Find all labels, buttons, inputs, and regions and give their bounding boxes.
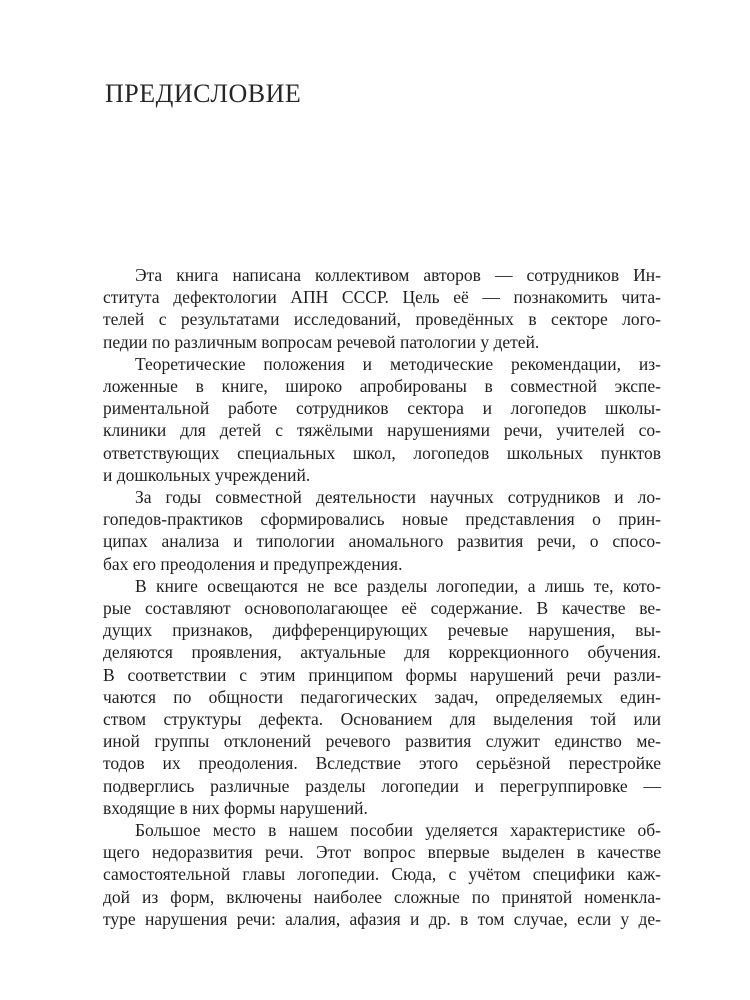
text-line: ответствующих специальных школ, логопедов школьных пунктов [103, 442, 661, 463]
text-line: и дошкольных учреждений. [103, 464, 311, 485]
text-line: ложенные в книге, широко апробированы в совместной экспе- [103, 376, 661, 397]
text-line: ством структуры дефекта. Основанием для выделения той или [103, 709, 661, 730]
text-line: туре нарушения речи: алалия, афазия и др. в том случае, если у де- [103, 908, 661, 929]
text-line: Большое место в нашем пособии уделяется характеристике об- [135, 820, 661, 841]
text-line: самостоятельной главы логопедии. Сюда, с учётом специфики каж- [103, 864, 661, 885]
text-line: телей с результатами исследований, проведённых в секторе лого- [103, 309, 661, 330]
page-body [103, 264, 661, 930]
text-line: тодов их преодоления. Вследствие этого серьёзной перестройке [103, 753, 661, 774]
text-line: бах его преодоления и предупреждения. [103, 553, 403, 574]
text-line: деляются проявления, актуальные для коррекционного обучения. [103, 642, 661, 663]
text-line: Эта книга написана коллективом авторов — сотрудников Ин- [135, 265, 661, 285]
text-line: ципах анализа и типологии аномального развития речи, о спосо- [103, 531, 661, 552]
text-line: иной группы отклонений речевого развития служит единство ме- [103, 731, 661, 752]
text-line: риментальной работе сотрудников сектора и логопедов школы- [103, 398, 661, 419]
text-line: За годы совместной деятельности научных сотрудников и ло- [135, 487, 661, 508]
text-line: В книге освещаются не все разделы логопедии, а лишь те, кото- [135, 575, 661, 596]
text-line: гопедов-практиков сформировались новые представления о прин- [103, 509, 661, 530]
text-line: чаются по общности педагогических задач, определяемых един- [103, 686, 661, 707]
text-line: подверглись различные разделы логопедии и перегруппировке — [103, 775, 661, 796]
text-line: дущих признаков, дифференцирующих речевые нарушения, вы- [103, 620, 661, 641]
page-title: ПРЕДИСЛОВИЕ [105, 79, 302, 108]
text-line: дой из форм, включены наиболее сложные по принятой номенкла- [103, 886, 661, 907]
text-line: щего недоразвития речи. Этот вопрос впервые выделен в качестве [103, 842, 661, 863]
text-line: педии по различным вопросам речевой патологии у детей. [103, 331, 540, 352]
text-line: входящие в них формы нарушений. [103, 797, 368, 818]
text-line: Теоретические положения и методические рекомендации, из- [135, 353, 661, 374]
text-line: В соответствии с этим принципом формы нарушений речи разли- [103, 664, 661, 685]
text-line: клиники для детей с тяжёлыми нарушениями речи, учителей со- [103, 420, 661, 441]
text-line: рые составляют основополагающее её содержание. В качестве ве- [103, 598, 661, 619]
text-line: ститута дефектологии АПН СССР. Цель её — познакомить чита- [103, 287, 661, 308]
